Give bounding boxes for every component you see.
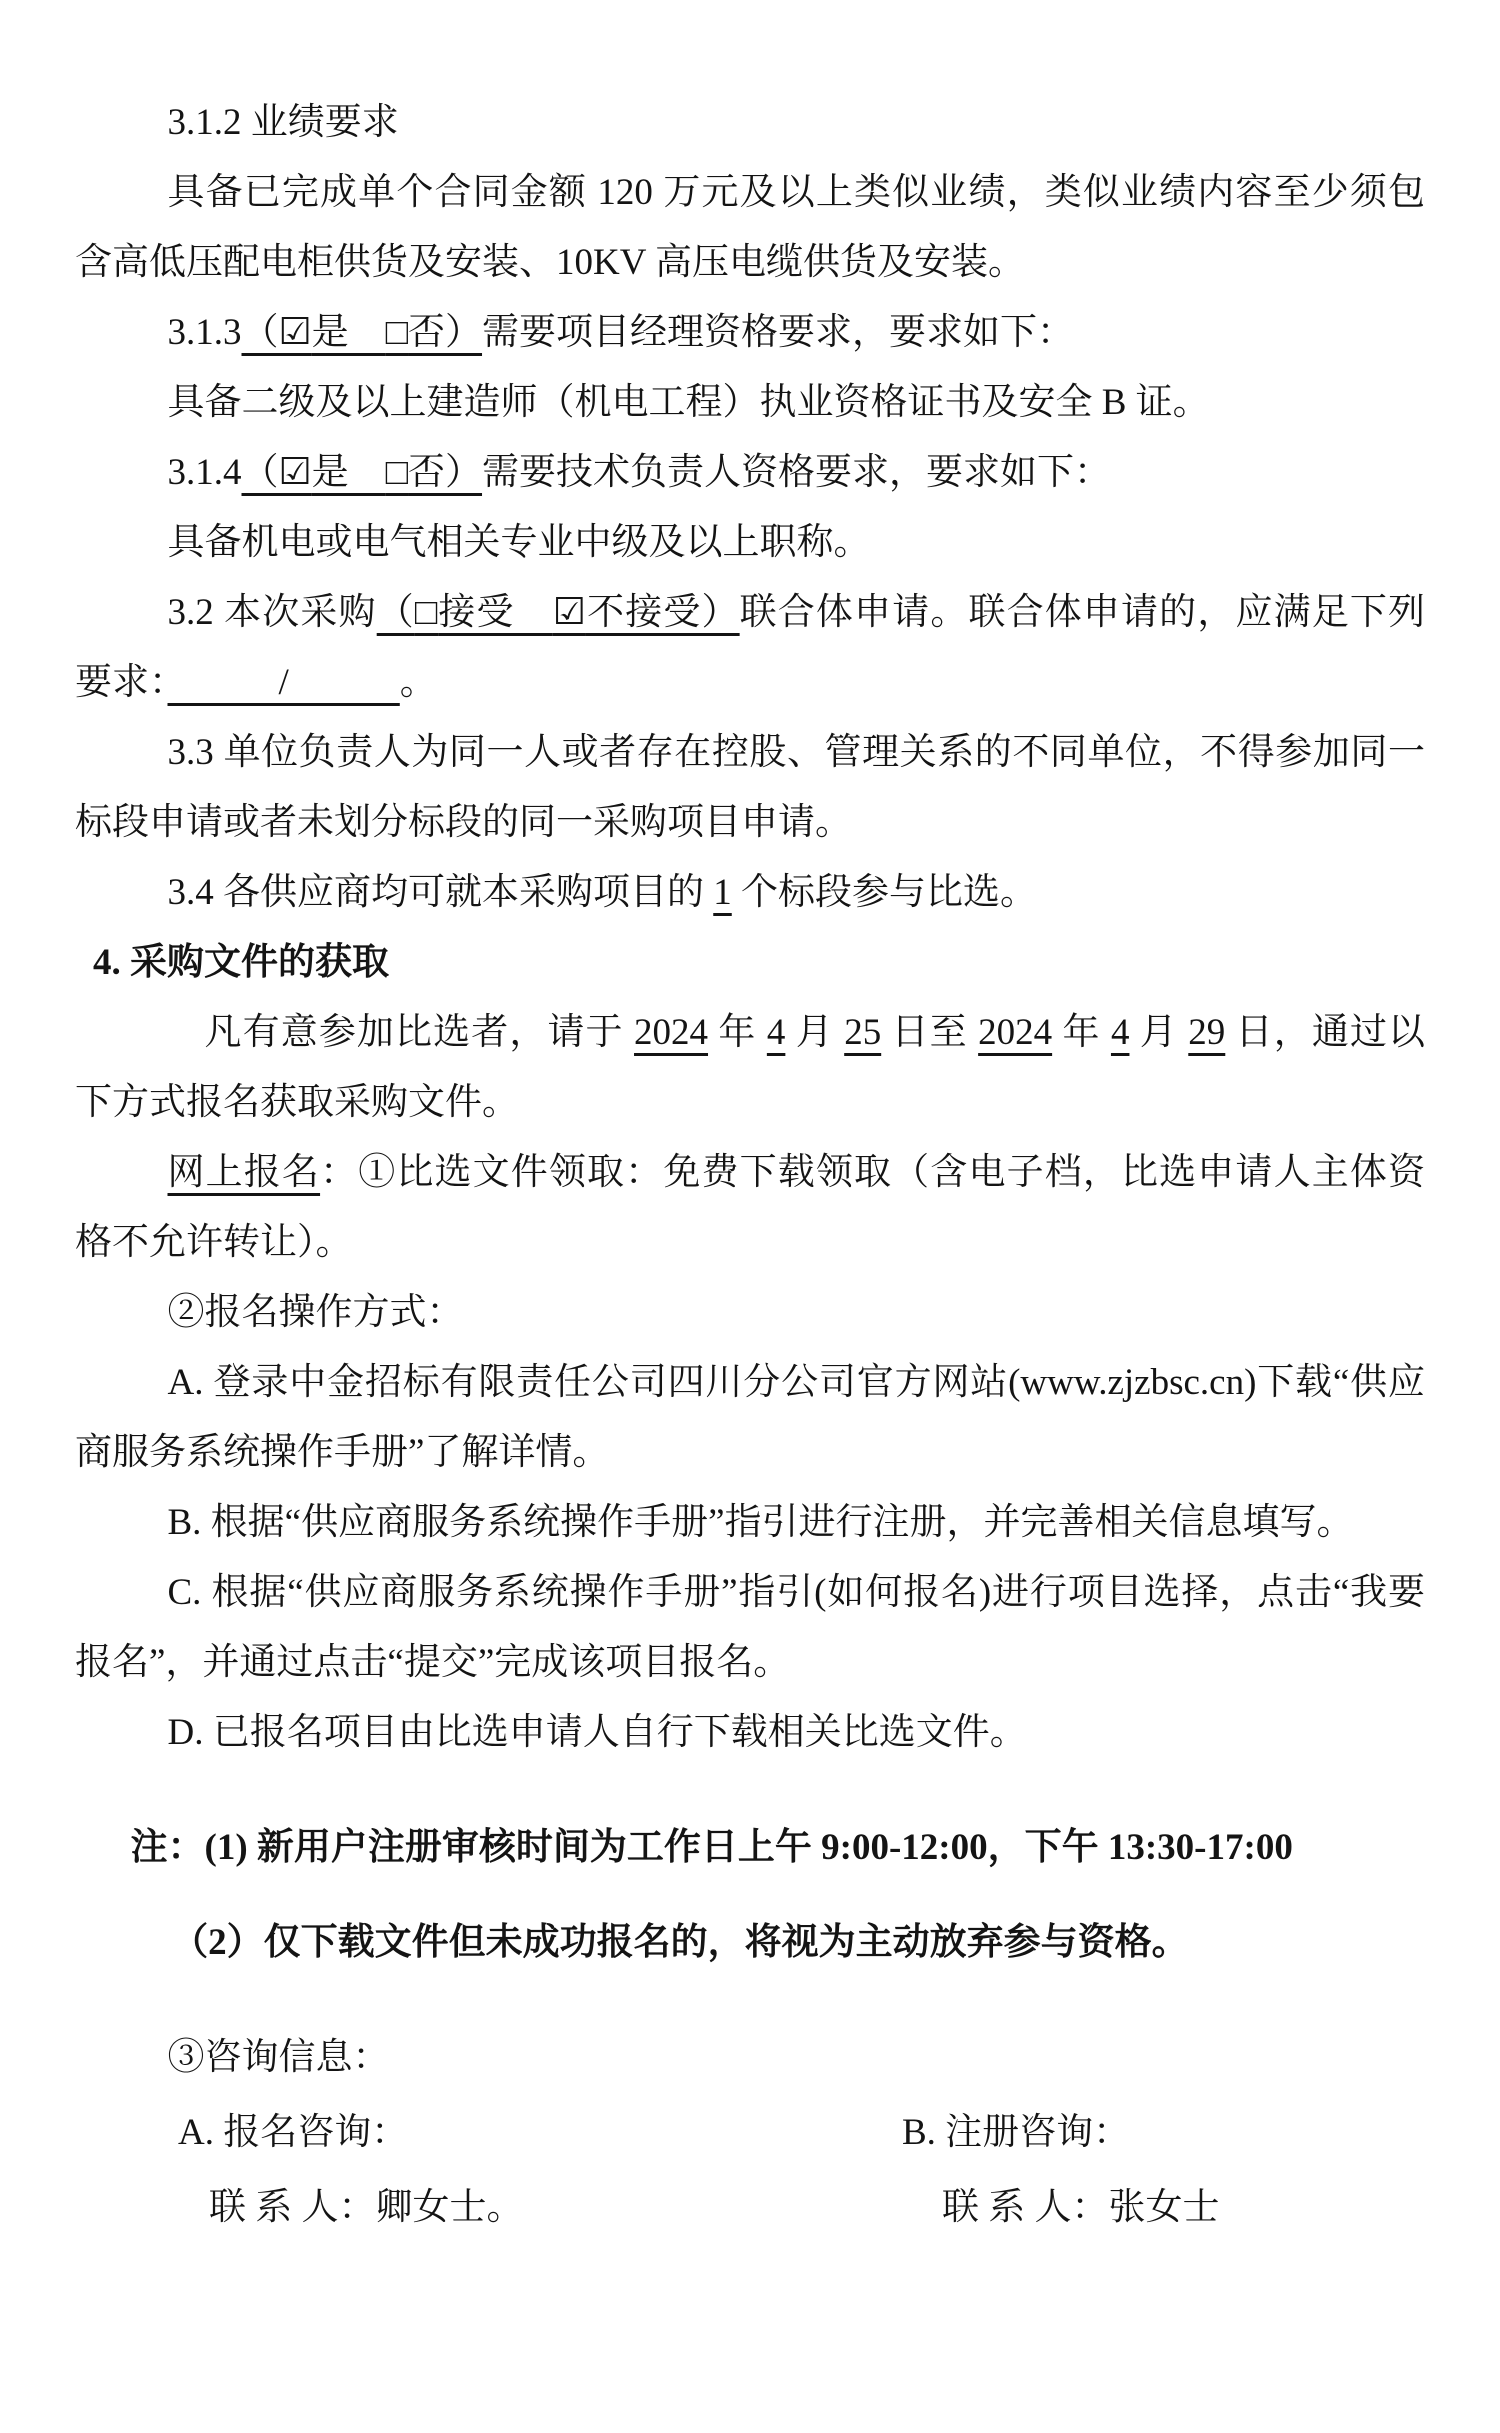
text-segment: 是: [311, 452, 386, 493]
text-segment: 4: [766, 1012, 786, 1053]
text-segment: 。: [399, 662, 437, 703]
para-registration-dates: [75, 998, 1425, 1138]
text-segment: 25: [844, 1012, 882, 1053]
text-segment: 年: [708, 1012, 767, 1053]
text-segment: 联 系 人：卿女士。: [209, 2187, 524, 2228]
text-segment: 3.3 单位负责人为同一人或者存在控股、管理关系的不同单位，不得参加同一标段申请或者未划分标段的同一采购项目申请。: [75, 732, 1425, 843]
text-segment: 否）: [408, 312, 483, 353]
text-segment: ：①比选文件领取：免费下载领取（含电子档，比选申请人主体资格不允许转让）。: [75, 1152, 1425, 1263]
text-segment: 具备二级及以上建造师（机电工程）执业资格证书及安全 B 证。: [167, 382, 1210, 423]
consult-b-title: [900, 2098, 1425, 2168]
text-segment: A. 登录中金招标有限责任公司四川分公司官方网站(www.zjzbsc.cn)下载“供应商服务系统操作手册”了解详情。: [75, 1362, 1425, 1473]
text-segment: 需要项目经理资格要求，要求如下：: [482, 312, 1075, 353]
consult-b-contact: [900, 2173, 1425, 2243]
consult-titles-row: [75, 2098, 1425, 2168]
text-segment: 不接受）: [585, 592, 740, 633]
clause-3-1-4: [75, 438, 1425, 508]
text-segment: 1: [713, 872, 732, 913]
para-step-a: [75, 1348, 1425, 1488]
para-step-d: [75, 1698, 1425, 1768]
text-segment: B. 根据“供应商服务系统操作手册”指引进行注册，并完善相关信息填写。: [167, 1502, 1354, 1543]
text-segment: D. 已报名项目由比选申请人自行下载相关比选文件。: [167, 1712, 1027, 1753]
clause-3-1-2-title: [75, 88, 1425, 158]
text-segment: 凡有意参加比选者，请于: [204, 1012, 635, 1053]
text-segment: 网上报名: [167, 1152, 321, 1193]
text-segment: 否）: [408, 452, 483, 493]
text-segment: 注：(1) 新用户注册审核时间为工作日上午 9:00-12:00，下午 13:30-17:00: [130, 1827, 1293, 1868]
clause-3-1-3: [75, 298, 1425, 368]
text-segment: 年: [1052, 1012, 1111, 1053]
text-segment: （: [241, 452, 279, 493]
text-segment: 3.1.3: [167, 312, 242, 353]
text-segment: 3.1.4: [167, 452, 242, 493]
text-segment: 个标段参与比选。: [731, 872, 1037, 913]
text-segment: 日，通过以下方式报名获取采购文件。: [75, 1012, 1426, 1123]
text-segment: 29: [1188, 1012, 1226, 1053]
text-segment: 具备机电或电气相关专业中级及以上职称。: [167, 522, 871, 563]
checkbox-checked-icon: ☑: [552, 592, 586, 633]
section-4-heading: [75, 928, 1425, 998]
text-segment: 3.4 各供应商均可就本采购项目的: [167, 872, 714, 913]
checkbox-checked-icon: ☑: [278, 312, 312, 353]
text-segment: 2024: [634, 1012, 709, 1053]
text-segment: 2024: [978, 1012, 1053, 1053]
text-segment: （: [376, 592, 415, 633]
text-segment: 4: [1110, 1012, 1130, 1053]
text-segment: A. 报名咨询：: [178, 2112, 409, 2153]
clause-3-2: [75, 578, 1425, 718]
clause-3-1-3-body: [75, 368, 1425, 438]
clause-3-1-2-body: [75, 158, 1425, 298]
note-1: [75, 1813, 1425, 1883]
checkbox-unchecked-icon: □: [385, 312, 409, 353]
para-step-b: [75, 1488, 1425, 1558]
text-segment: 4. 采购文件的获取: [93, 942, 389, 983]
para-step-2: [75, 1278, 1425, 1348]
text-segment: 需要技术负责人资格要求，要求如下：: [482, 452, 1112, 493]
consult-a-contact: [75, 2173, 900, 2243]
clause-3-3: [75, 718, 1425, 858]
text-segment: 接受: [438, 592, 553, 633]
text-segment: 3.2 本次采购: [167, 592, 377, 633]
text-segment: 月: [1129, 1012, 1189, 1053]
checkbox-unchecked-icon: □: [414, 592, 439, 633]
text-segment: 是: [311, 312, 386, 353]
text-segment: B. 注册咨询：: [902, 2112, 1131, 2153]
para-consult-info: [75, 2023, 1425, 2093]
consult-contacts-row: [75, 2173, 1425, 2243]
text-segment: 具备已完成单个合同金额 120 万元及以上类似业绩，类似业绩内容至少须包含高低压配电柜供货及安装、10KV 高压电缆供货及安装。: [75, 172, 1425, 283]
text-segment: ②报名操作方式：: [167, 1292, 464, 1333]
text-segment: 联合体申请。联合体申请的，应满足下列要求：: [75, 592, 1426, 703]
text-segment: 日至: [881, 1012, 979, 1053]
text-segment: 联 系 人：张女士: [942, 2187, 1220, 2228]
clause-3-1-4-body: [75, 508, 1425, 578]
text-segment: （2）仅下载文件但未成功报名的，将视为主动放弃参与资格。: [171, 1922, 1189, 1963]
checkbox-unchecked-icon: □: [385, 452, 409, 493]
checkbox-checked-icon: ☑: [278, 452, 312, 493]
blank-fill-line: /: [167, 662, 400, 703]
para-online-registration: [75, 1138, 1425, 1278]
text-segment: 月: [785, 1012, 845, 1053]
text-segment: （: [241, 312, 279, 353]
consult-a-title: [75, 2098, 900, 2168]
text-segment: C. 根据“供应商服务系统操作手册”指引(如何报名)进行项目选择，点击“我要报名”，并通过点击“提交”完成该项目报名。: [75, 1572, 1425, 1683]
text-segment: 3.1.2 业绩要求: [167, 102, 399, 143]
para-step-c: [75, 1558, 1425, 1698]
text-segment: ③咨询信息：: [167, 2037, 390, 2078]
note-2: [75, 1908, 1425, 1978]
clause-3-4: [75, 858, 1425, 928]
